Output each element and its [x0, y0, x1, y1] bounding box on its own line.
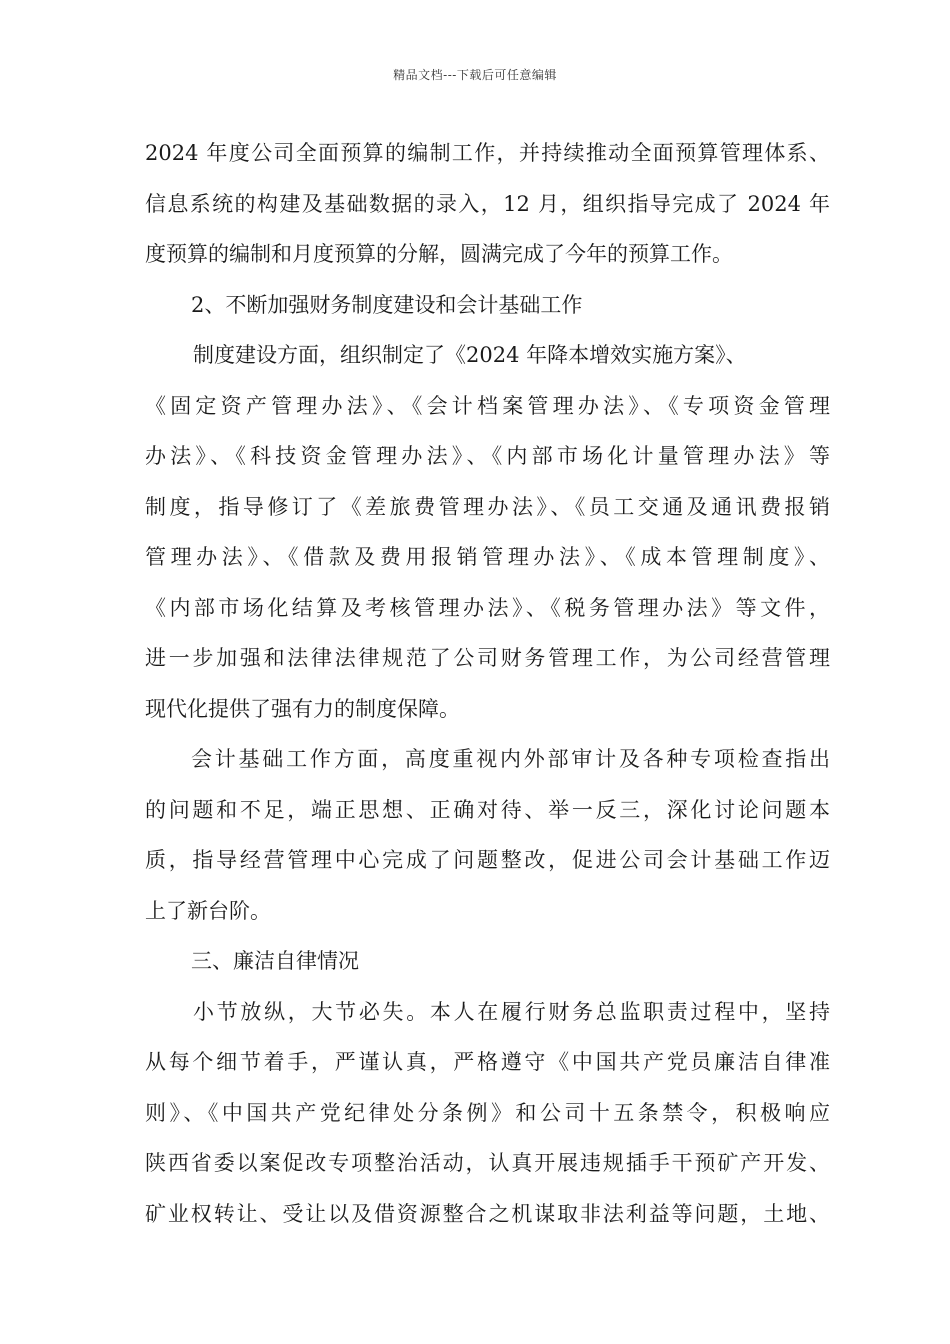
- text-line: 小节放纵，大节必失。本人在履行财务总监职责过程中，坚持: [193, 999, 830, 1024]
- text-line: 会计基础工作方面，高度重视内外部审计及各种专项检查指出: [191, 747, 830, 771]
- text-line: 现代化提供了强有力的制度保障。: [145, 696, 460, 721]
- text-line: 陕西省委以案促改专项整治活动，认真开展违规插手干预矿产开发、: [145, 1151, 830, 1175]
- text-line: 上了新台阶。: [145, 898, 271, 923]
- text-line: 矿业权转让、受让以及借资源整合之机谋取非法利益等问题，土地、: [145, 1201, 830, 1226]
- text-line: 《内部市场化结算及考核管理办法》、《税务管理办法》等文件，: [145, 595, 830, 620]
- text-line: 管理办法》、《借款及费用报销管理办法》、《成本管理制度》、: [145, 545, 830, 569]
- text-line: 制度，指导修订了《差旅费管理办法》、《员工交通及通讯费报销: [145, 494, 830, 519]
- text-line: 三、廉洁自律情况: [191, 949, 359, 973]
- document-body: [145, 128, 830, 1239]
- text-line: 从每个细节着手，严谨认真，严格遵守《中国共产党员廉洁自律准: [145, 1050, 830, 1074]
- text-line: 办法》、《科技资金管理办法》、《内部市场化计量管理办法》等: [145, 444, 830, 468]
- text-line: 2、不断加强财务制度建设和会计基础工作: [191, 292, 583, 317]
- text-line: 质，指导经营管理中心完成了问题整改，促进公司会计基础工作迈: [145, 848, 830, 872]
- page-header: 精品文档---下载后可任意编辑: [393, 68, 557, 82]
- text-line: 则》、《中国共产党纪律处分条例》和公司十五条禁令，积极响应: [145, 1100, 830, 1125]
- text-line: 的问题和不足，端正思想、正确对待、举一反三，深化讨论问题本: [145, 797, 830, 822]
- text-line: 制度建设方面，组织制定了《2024 年降本增效实施方案》、: [193, 343, 747, 367]
- text-line: 2024 年度公司全面预算的编制工作，并持续推动全面预算管理体系、: [145, 141, 830, 165]
- text-line: 信息系统的构建及基础数据的录入，12 月，组织指导完成了 2024 年: [145, 191, 830, 216]
- text-line: 进一步加强和法律法律规范了公司财务管理工作，为公司经营管理: [145, 646, 830, 670]
- text-line: 《固定资产管理办法》、《会计档案管理办法》、《专项资金管理: [145, 393, 830, 418]
- text-line: 度预算的编制和月度预算的分解，圆满完成了今年的预算工作。: [145, 242, 733, 266]
